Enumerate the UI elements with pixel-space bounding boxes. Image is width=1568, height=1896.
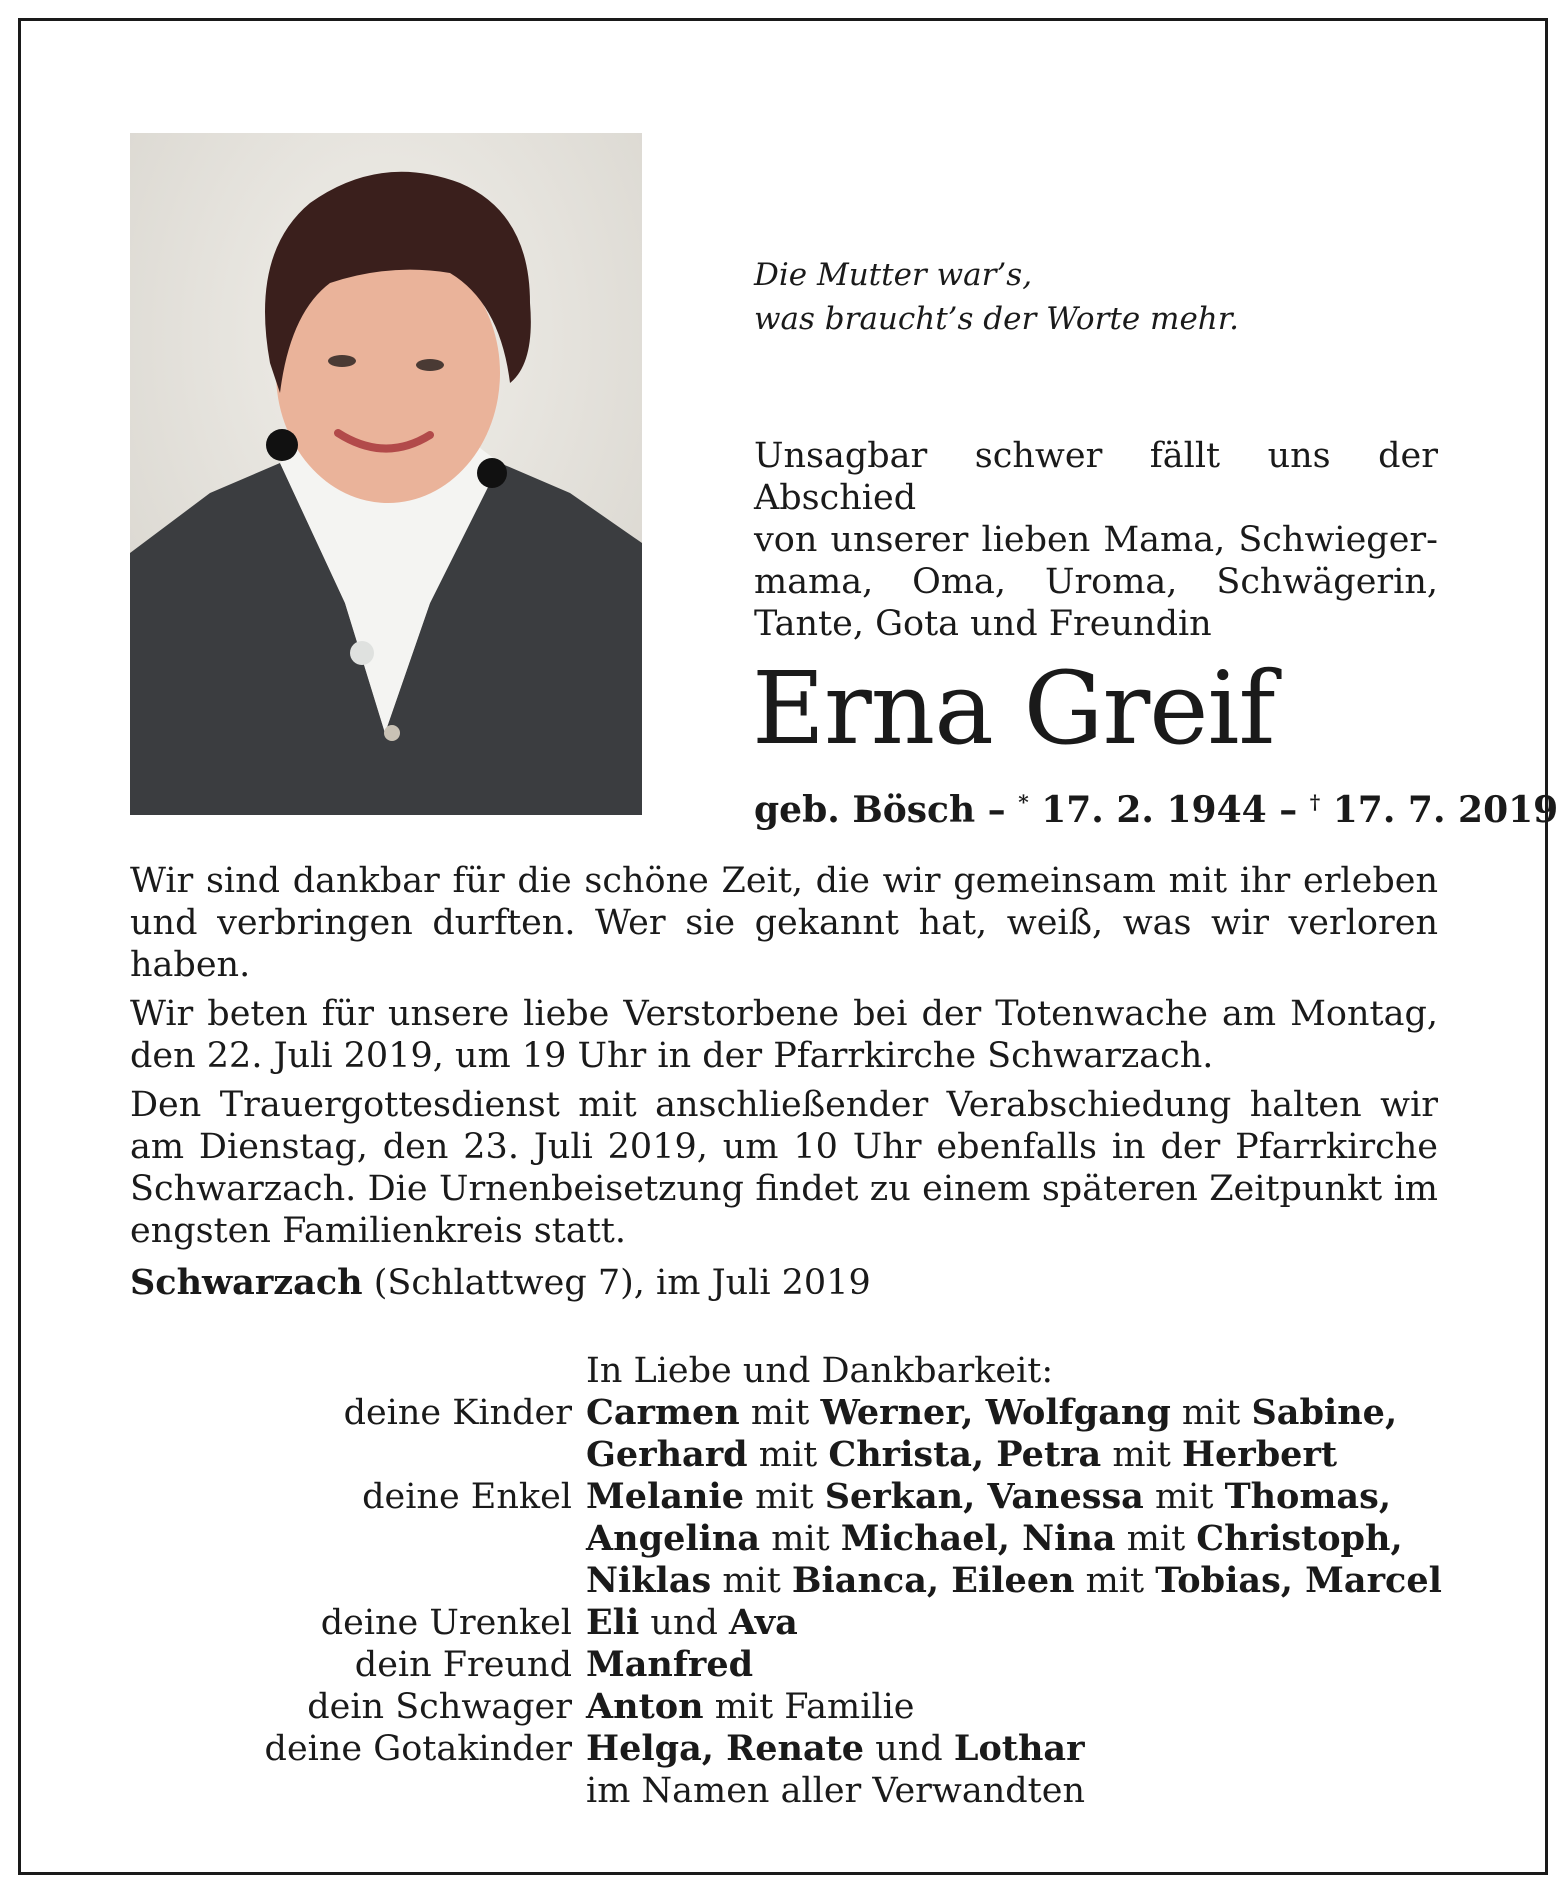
- relative-names: [586, 1686, 915, 1728]
- relation-label: [130, 1770, 586, 1812]
- family-heading: In Liebe und Dankbarkeit:: [586, 1351, 1054, 1391]
- intro-text: [754, 435, 1438, 645]
- relative-name: Christoph,: [1196, 1518, 1403, 1559]
- relation-label: dein Freund: [354, 1645, 572, 1685]
- relation-label: [130, 1434, 586, 1476]
- connector-text: mit: [744, 1477, 825, 1517]
- relative-name: Bianca, Eileen: [791, 1560, 1075, 1601]
- relative-name: Angelina: [586, 1518, 761, 1559]
- relative-name: Manfred: [586, 1644, 754, 1685]
- place-address-date: (Schlattweg 7), im Juli 2019: [362, 1263, 871, 1303]
- relative-name: Gerhard: [586, 1434, 748, 1475]
- relation-label: deine Kinder: [343, 1393, 572, 1433]
- relative-name: Herbert: [1181, 1434, 1338, 1475]
- relative-name: Serkan, Vanessa: [824, 1476, 1144, 1517]
- connector-text: mit: [1074, 1561, 1156, 1601]
- relation-label: deine Urenkel: [320, 1603, 572, 1643]
- birth-symbol: *: [1018, 790, 1029, 814]
- relative-names: [586, 1518, 1403, 1560]
- relative-name: Thomas,: [1224, 1476, 1392, 1517]
- relative-name: Eli: [586, 1602, 640, 1643]
- connector-text: mit: [1115, 1519, 1197, 1559]
- family-row: [130, 1686, 1442, 1728]
- family-row: [130, 1518, 1442, 1560]
- paragraph-funeral: Den Trauergottesdienst mit anschließender Verabschiedung halten wir am Dienstag, den 23. Juli 2019, um 10 Uhr ebenfalls in der Pfarrkirche Schwarzach. Die Urnenbeisetzung findet zu einem späteren Zeitpunkt im engsten Familienkreis statt.: [130, 1085, 1438, 1251]
- relative-name: Lothar: [953, 1728, 1085, 1769]
- connector-text: mit: [760, 1519, 841, 1559]
- relative-names: [586, 1476, 1391, 1518]
- relative-name: Ava: [729, 1602, 798, 1643]
- family-row: [130, 1602, 1442, 1644]
- relative-name: Werner, Wolfgang: [820, 1392, 1171, 1433]
- family-heading-row: [130, 1350, 1442, 1392]
- quote-line: was braucht’s der Worte mehr.: [754, 301, 1240, 337]
- intro-line: Unsagbar schwer fällt uns der Abschied: [754, 436, 1438, 518]
- relative-names: [586, 1392, 1397, 1434]
- paragraph-wake: Wir beten für unsere liebe Verstorbene bei der Totenwache am Montag, den 22. Juli 2019, um 19 Uhr in der Pfarrkirche Schwarzach.: [130, 994, 1438, 1076]
- connector-text: im Namen aller Verwandten: [586, 1771, 1085, 1811]
- place-town: Schwarzach: [130, 1262, 363, 1303]
- relative-names: [586, 1770, 1085, 1812]
- birth-date: 17. 2. 1944 –: [1028, 789, 1310, 831]
- relative-names: [586, 1560, 1442, 1602]
- family-row: [130, 1770, 1442, 1812]
- intro-line: von unserer lieben Mama, Schwieger-: [754, 520, 1438, 560]
- relative-name: Christa, Petra: [828, 1434, 1102, 1475]
- connector-text: mit Familie: [703, 1687, 915, 1727]
- relation-label: dein Schwager: [307, 1687, 572, 1727]
- connector-text: mit: [711, 1561, 792, 1601]
- relation-label: deine Gotakinder: [264, 1729, 572, 1769]
- connector-text: mit: [739, 1393, 821, 1433]
- relative-name: Tobias, Marcel: [1155, 1560, 1442, 1601]
- family-row: [130, 1392, 1442, 1434]
- intro-line: mama, Oma, Uroma, Schwägerin,: [754, 562, 1438, 602]
- death-symbol: †: [1309, 790, 1321, 814]
- family-row: [130, 1434, 1442, 1476]
- relative-names: [586, 1602, 798, 1644]
- birth-death-dates: [754, 780, 1558, 832]
- deceased-name: Erna Greif: [752, 650, 1275, 767]
- maiden-name: geb. Bösch –: [754, 789, 1019, 831]
- relative-name: Anton: [586, 1686, 704, 1727]
- relation-label: [130, 1518, 586, 1560]
- death-date: 17. 7. 2019: [1320, 789, 1559, 831]
- relative-name: Carmen: [586, 1392, 740, 1433]
- relative-names: [586, 1728, 1085, 1770]
- announcement-body: [130, 860, 1438, 1259]
- relative-name: Niklas: [586, 1560, 712, 1601]
- connector-text: und: [864, 1729, 954, 1769]
- relative-name: Melanie: [586, 1476, 744, 1517]
- intro-line: Tante, Gota und Freundin: [754, 604, 1212, 644]
- relative-names: [586, 1644, 753, 1686]
- connector-text: und: [639, 1603, 730, 1643]
- connector-text: mit: [747, 1435, 829, 1475]
- relative-name: Helga, Renate: [586, 1728, 865, 1769]
- relative-names: [586, 1434, 1337, 1476]
- memorial-quote: [754, 253, 1239, 341]
- family-list: [130, 1350, 1442, 1812]
- connector-text: mit: [1101, 1435, 1182, 1475]
- connector-text: mit: [1170, 1393, 1252, 1433]
- relative-name: Sabine,: [1251, 1392, 1398, 1433]
- relation-label: deine Enkel: [362, 1477, 572, 1517]
- connector-text: mit: [1143, 1477, 1225, 1517]
- portrait-photo: [130, 133, 642, 815]
- family-row: [130, 1560, 1442, 1602]
- family-row: [130, 1476, 1442, 1518]
- family-row: [130, 1644, 1442, 1686]
- paragraph-gratitude: Wir sind dankbar für die schöne Zeit, die wir gemeinsam mit ihr erleben und verbringen durften. Wer sie gekannt hat, weiß, was wir verloren haben.: [130, 861, 1438, 985]
- relative-name: Michael, Nina: [840, 1518, 1116, 1559]
- place-and-date: [130, 1262, 871, 1304]
- quote-line: Die Mutter war’s,: [754, 257, 1033, 293]
- family-row: [130, 1728, 1442, 1770]
- relation-label: [130, 1560, 586, 1602]
